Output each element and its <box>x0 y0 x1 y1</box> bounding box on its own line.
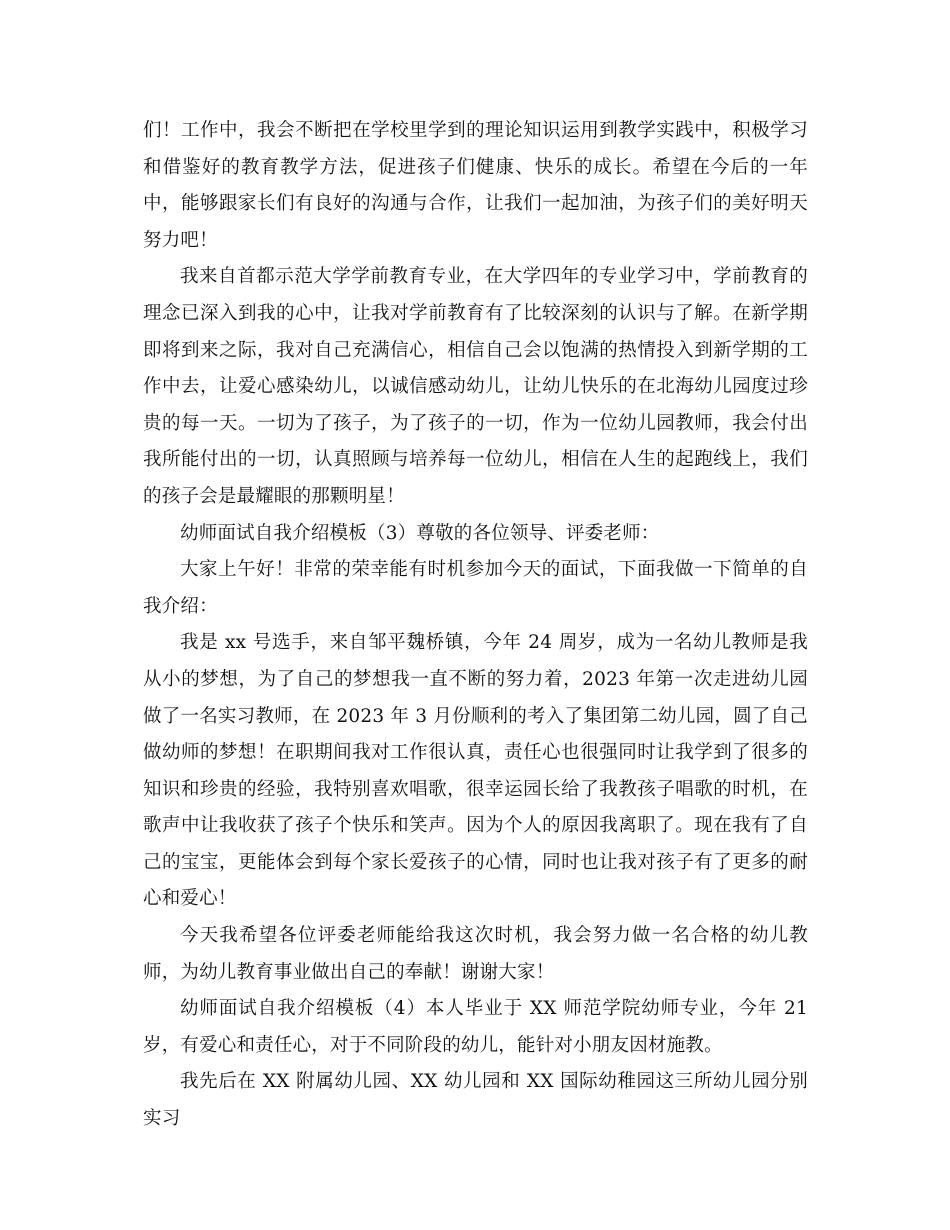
paragraph-continuation: 们！工作中，我会不断把在学校里学到的理论知识运用到教学实践中，积极学习和借鉴好的教育教学方法，促进孩子们健康、快乐的成长。希望在今后的一年中，能够跟家长们有良好的沟通与合作，让我们一起加油，为孩子们的美好明天努力吧！ <box>143 120 808 251</box>
paragraph-greeting: 大家上午好！非常的荣幸能有时机参加今天的面试，下面我做一下简单的自我介绍： <box>143 559 808 617</box>
paragraph-closing-3: 今天我希望各位评委老师能给我这次时机，我会努力做一名合格的幼儿教师，为幼儿教育事业做出自己的奉献！谢谢大家！ <box>143 925 808 983</box>
paragraph-self-intro-2: 我来自首都示范大学学前教育专业，在大学四年的专业学习中，学前教育的理念已深入到我的心中，让我对学前教育有了比较深刻的认识与了解。在新学期即将到来之际，我对自己充满信心，相信自己会以饱满的热情投入到新学期的工作中去，让爱心感染幼儿，以诚信感动幼儿，让幼儿快乐的在北海幼儿园度过珍贵的每一天。一切为了孩子，为了孩子的一切，作为一位幼儿园教师，我会付出我所能付出的一切，认真照顾与培养每一位幼儿，相信在人生的起跑线上，我们的孩子会是最耀眼的那颗明星！ <box>143 266 808 507</box>
paragraph-internship: 我先后在 XX 附属幼儿园、XX 幼儿园和 XX 国际幼稚园这三所幼儿园分别实习 <box>143 1071 808 1130</box>
paragraph-self-intro-3: 我是 xx 号选手，来自邹平魏桥镇，今年 24 周岁，成为一名幼儿教师是我从小的梦想，为了自己的梦想我一直不断的努力着，2023 年第一次走进幼儿园做了一名实习教师，在 2023 年 3 月份顺利的考入了集团第二幼儿园，圆了自己做幼师的梦想！在职期间我对工作很认真，责任心也很强同时让我学到了很多的知识和珍贵的经验，我特别喜欢唱歌，很幸运园长给了我教孩子唱歌的时机，在歌声中让我收获了孩子个快乐和笑声。因为个人的原因我离职了。现在我有了自己的宝宝，更能体会到每个家长爱孩子的心情，同时也让我对孩子有了更多的耐心和爱心！ <box>143 632 808 910</box>
document-body <box>143 113 808 1138</box>
paragraph-template-3-heading: 幼师面试自我介绍模板（3）尊敬的各位领导、评委老师： <box>180 522 660 544</box>
paragraph-template-4: 幼师面试自我介绍模板（4）本人毕业于 XX 师范学院幼师专业，今年 21 岁，有爱心和责任心，对于不同阶段的幼儿，能针对小朋友因材施教。 <box>143 998 808 1056</box>
